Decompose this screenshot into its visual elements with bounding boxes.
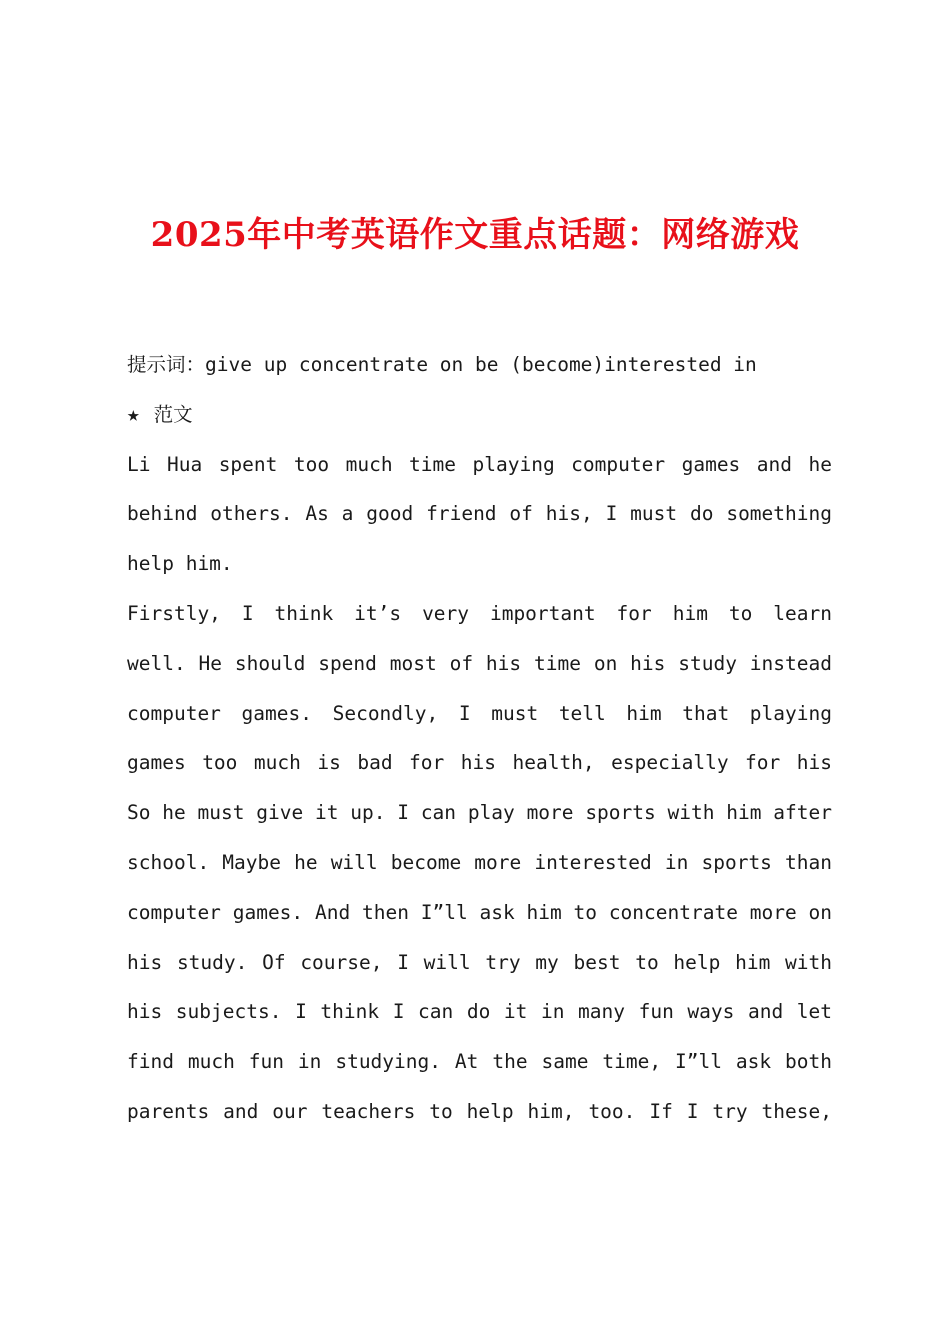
paragraph-2-line: his study. Of course, I will try my best to help him with (127, 950, 832, 974)
essay-body (127, 340, 832, 1137)
hint-line: 提示词：give up concentrate on be (become)interested in (127, 353, 757, 376)
paragraph-1-line: behind others. As a good friend of his, I must do something (127, 502, 832, 526)
paragraph-1-line: Li Hua spent too much time playing computer games and he (127, 452, 832, 476)
paragraph-2-line: Firstly, I think it’s very important for him to learn (127, 601, 832, 625)
paragraph-1-line: help him. (127, 552, 233, 576)
star-icon: ★ (127, 401, 140, 426)
paragraph-2-line: his subjects. I think I can do it in many fun ways and let (127, 1000, 832, 1024)
section-label: 范文 (153, 402, 193, 426)
paragraph-2-line: computer games. And then I”ll ask him to concentrate more on (127, 900, 832, 924)
paragraph-2-line: find much fun in studying. At the same time, I”ll ask both (127, 1050, 832, 1074)
paragraph-2-line: parents and our teachers to help him, too. If I try these, (127, 1099, 832, 1123)
paragraph-2-line: computer games. Secondly, I must tell him that playing (127, 701, 832, 725)
paragraph-2-line: well. He should spend most of his time on his study instead (127, 651, 832, 675)
section-heading (127, 390, 832, 440)
page-title: 2025年中考英语作文重点话题：网络游戏 (150, 215, 800, 255)
paragraph-2-line: So he must give it up. I can play more sports with him after (127, 801, 832, 825)
paragraph-2-line: games too much is bad for his health, especially for his (127, 751, 832, 775)
paragraph-2-line: school. Maybe he will become more interested in sports than (127, 850, 832, 874)
